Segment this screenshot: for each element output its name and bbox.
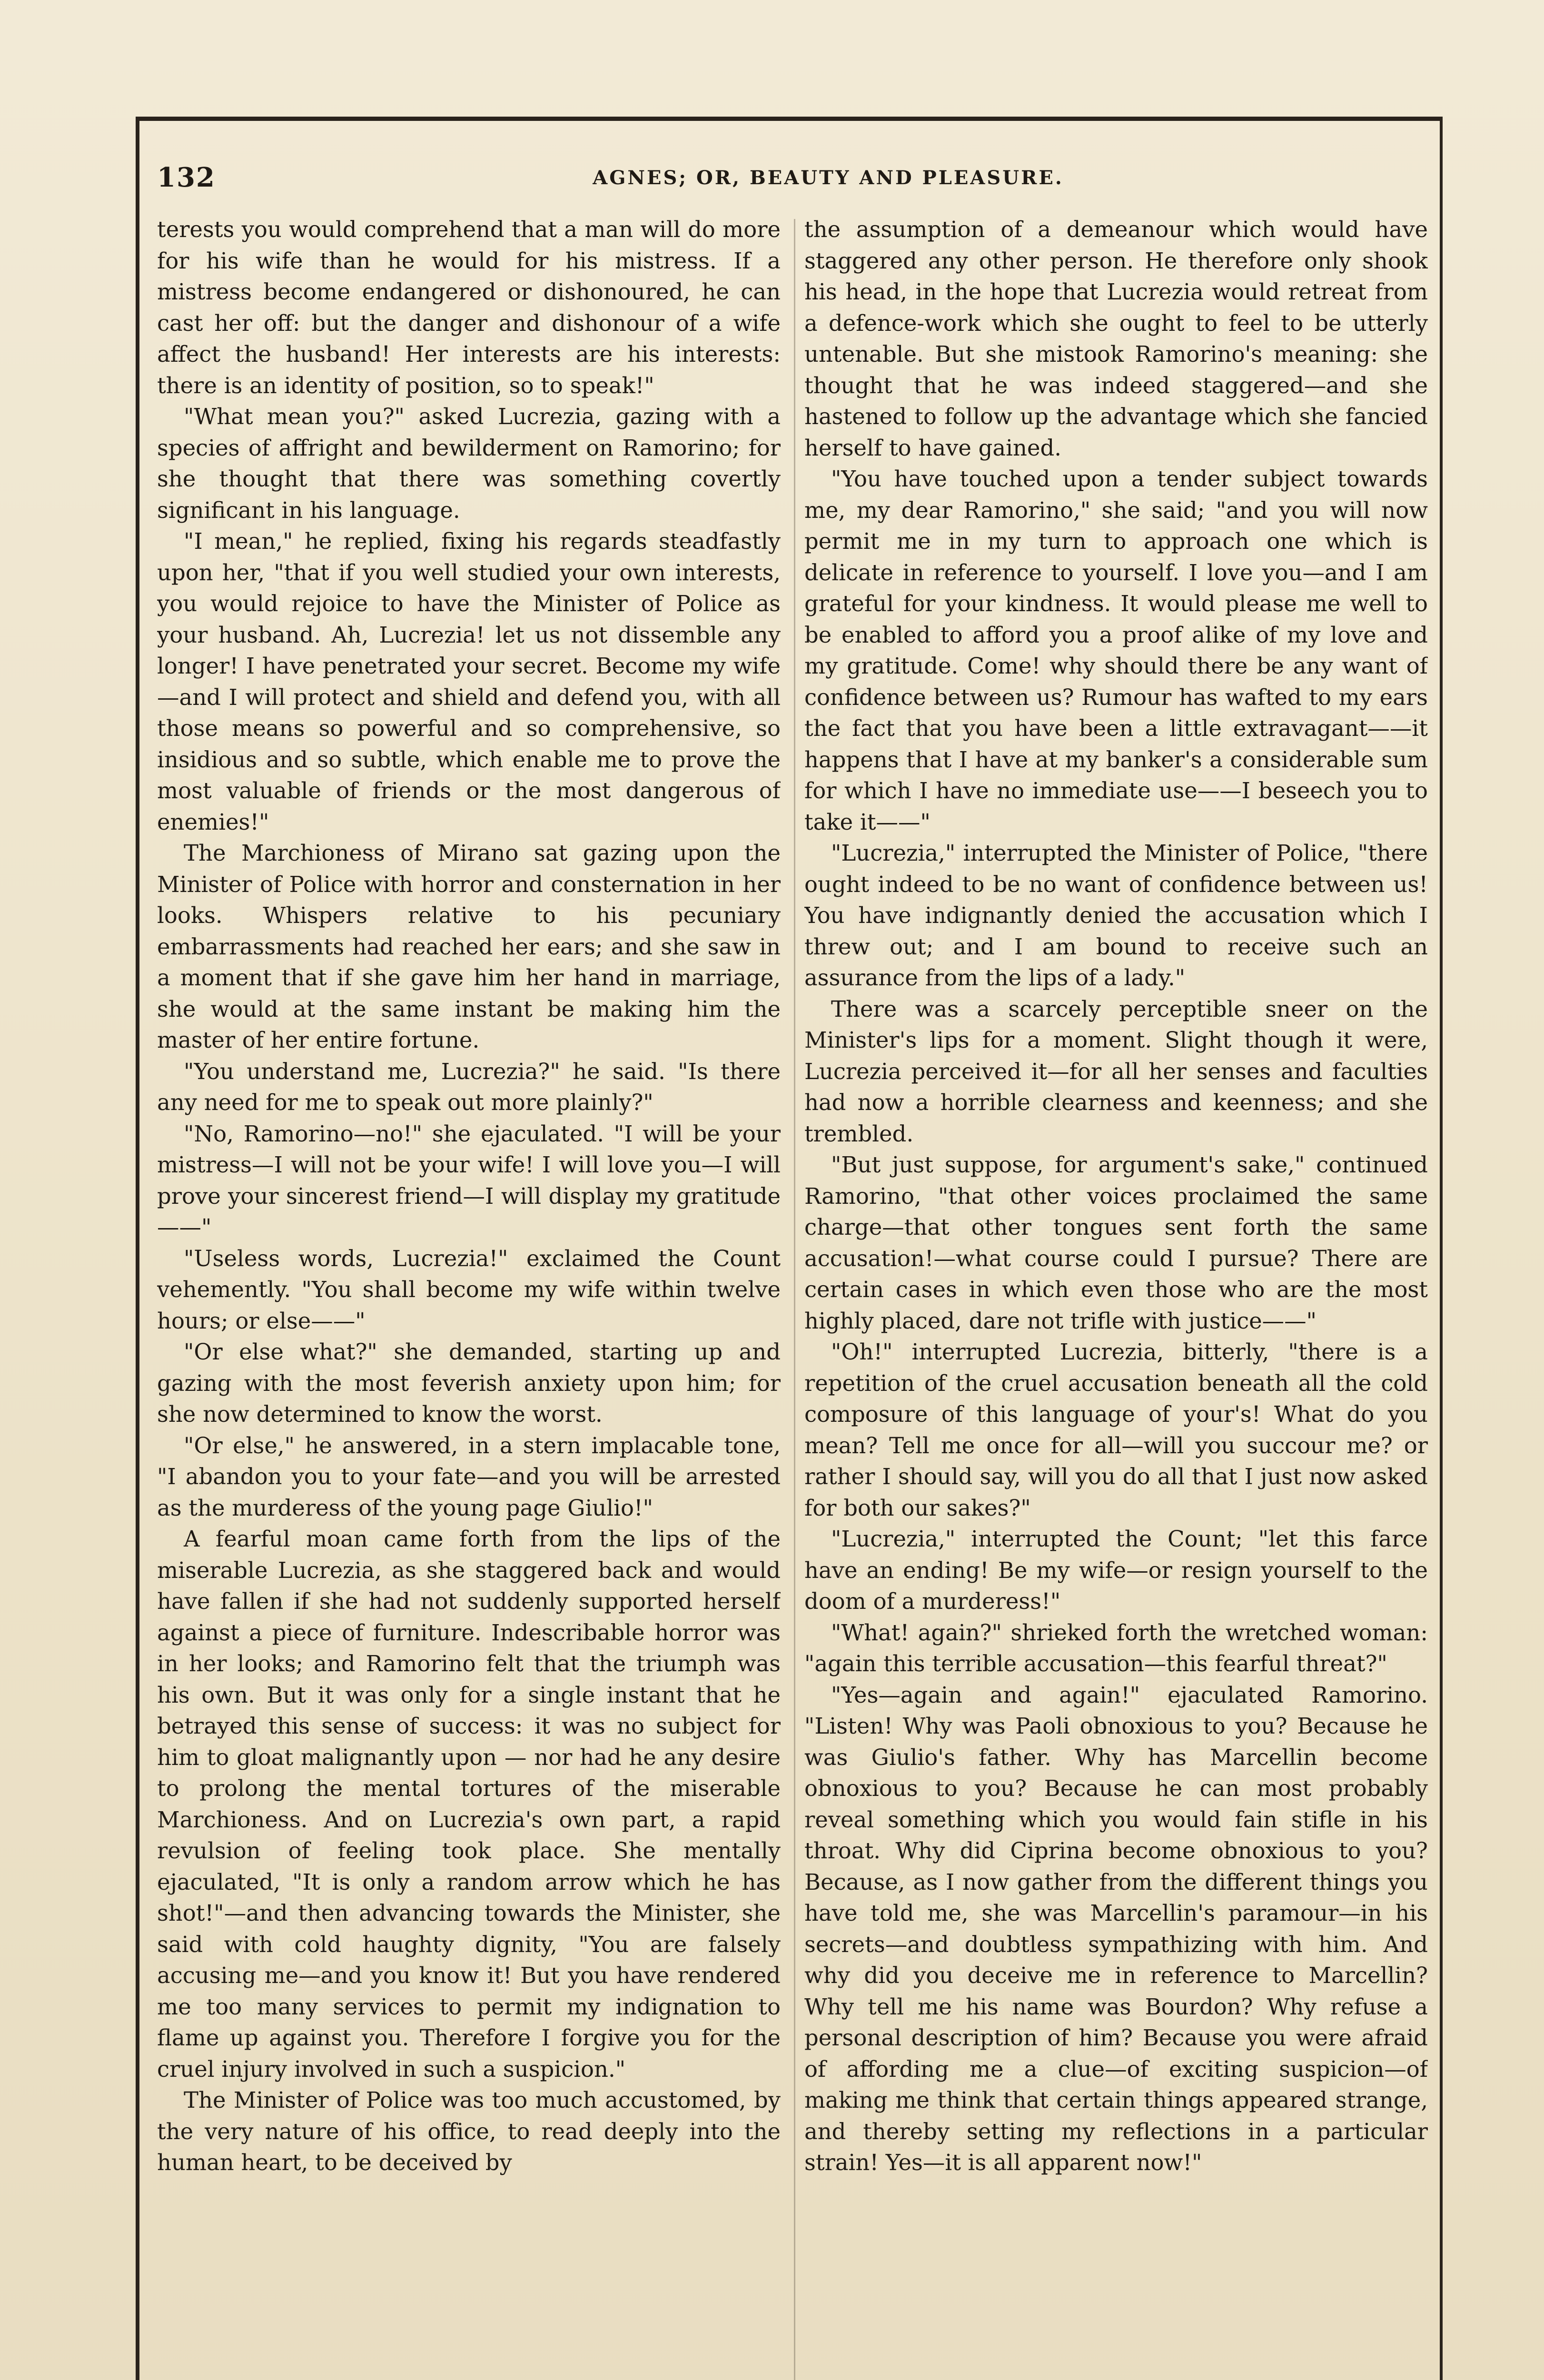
- paragraph: "But just suppose, for argument's sake," continued Ramorino, "that other voices proclaimed the same charge—that other tongues sent forth the same accusation!—what course could I pursue? There are certain cases in which even those who are the most highly placed, dare not trifle with justice——": [804, 1152, 1428, 1334]
- right-border-rule: [1440, 117, 1443, 2380]
- left-border-rule: [136, 117, 139, 2380]
- paragraph: "Useless words, Lucrezia!" exclaimed the Count vehemently. "You shall become my wife within twelve hours; or else——": [157, 1245, 781, 1334]
- paragraph: "Or else what?" she demanded, starting up and gazing with the most feverish anxiety upon him; for she now determined to know the worst.: [157, 1339, 781, 1427]
- paragraph: "Lucrezia," interrupted the Minister of Police, "there ought indeed to be no want of confidence between us! You have indignantly denied the accusation which I threw out; and I am bound to receive such an assurance from the lips of a lady.": [804, 840, 1428, 991]
- paragraph: the assumption of a demeanour which would have staggered any other person. He therefore only shook his head, in the hope that Lucrezia would retreat from a defence-work which she ought to feel to be utterly untenable. But she mistook Ramorino's meaning: she thought that he was indeed staggered—and she hastened to follow up the advantage which she fancied herself to have gained.: [804, 217, 1428, 461]
- paragraph: "I mean," he replied, fixing his regards steadfastly upon her, "that if you well studied your own interests, you would rejoice to have the Minister of Police as your husband. Ah, Lucrezia! let us not dissemble any longer! I have penetrated your secret. Become my wife—and I will protect and shield and defend you, with all those means so powerful and so comprehensive, so insidious and so subtle, which enable me to prove the most valuable of friends or the most dangerous of enemies!": [157, 528, 781, 835]
- paragraph: "Oh!" interrupted Lucrezia, bitterly, "there is a repetition of the cruel accusation beneath all the cold composure of this language of your's! What do you mean? Tell me once for all—will you succour me? or rather I should say, will you do all that I just now asked for both our sakes?": [804, 1339, 1428, 1521]
- paragraph: The Marchioness of Mirano sat gazing upon the Minister of Police with horror and consternation in her looks. Whispers relative to his pecuniary embarrassments had reached her ears; and she saw in a moment that if she gave him her hand in marriage, she would at the same instant be making him the master of her entire fortune.: [157, 840, 781, 1053]
- column-divider: [794, 219, 795, 2380]
- paragraph: "What! again?" shrieked forth the wretched woman: "again this terrible accusation—this fearful threat?": [804, 1619, 1428, 1676]
- running-title: AGNES; OR, BEAUTY AND PLEASURE.: [593, 167, 1064, 189]
- right-text-column: [804, 214, 1428, 2380]
- paragraph: terests you would comprehend that a man will do more for his wife than he would for his mistress. If a mistress become endangered or dishonoured, he can cast her off: but the danger and dishonour of a wife affect the husband! Her interests are his interests: there is an identity of position, so to speak!": [157, 217, 781, 398]
- paragraph: There was a scarcely perceptible sneer on the Minister's lips for a moment. Slight though it were, Lucrezia perceived it—for all her senses and faculties had now a horrible clearness and keenness; and she trembled.: [804, 996, 1428, 1147]
- paragraph: "What mean you?" asked Lucrezia, gazing with a species of affright and bewilderment on Ramorino; for she thought that there was something covertly significant in his language.: [157, 404, 781, 523]
- page-header: [157, 162, 1433, 200]
- paragraph: The Minister of Police was too much accustomed, by the very nature of his office, to read deeply into the human heart, to be deceived by: [157, 2087, 781, 2175]
- left-text-column: [157, 214, 781, 2380]
- paragraph: "Yes—again and again!" ejaculated Ramorino. "Listen! Why was Paoli obnoxious to you? Because he was Giulio's father. Why has Marcellin become obnoxious to you? Because he can most probably reveal something which you would fain stifle in his throat. Why did Ciprina become obnoxious to you? Because, as I now gather from the different things you have told me, she was Marcellin's paramour—in his secrets—and doubtless sympathizing with him. And why did you deceive me in reference to Marcellin? Why tell me his name was Bourdon? Why refuse a personal description of him? Because you were afraid of affording me a clue—of exciting suspicion—of making me think that certain things appeared strange, and thereby setting my reflections in a particular strain! Yes—it is all apparent now!": [804, 1682, 1428, 2175]
- paragraph: "You have touched upon a tender subject towards me, my dear Ramorino," she said; "and you will now permit me in my turn to approach one which is delicate in reference to yourself. I love you—and I am grateful for your kindness. It would please me well to be enabled to afford you a proof alike of my love and my gratitude. Come! why should there be any want of confidence between us? Rumour has wafted to my ears the fact that you have been a little extravagant——it happens that I have at my banker's a considerable sum for which I have no immediate use——I beseech you to take it——": [804, 466, 1428, 835]
- page-number: 132: [157, 162, 216, 193]
- paragraph: "You understand me, Lucrezia?" he said. "Is there any need for me to speak out more plainly?": [157, 1058, 781, 1115]
- top-border-rule: [136, 117, 1442, 121]
- paragraph: "Lucrezia," interrupted the Count; "let this farce have an ending! Be my wife—or resign yourself to the doom of a murderess!": [804, 1526, 1428, 1614]
- paragraph: "No, Ramorino—no!" she ejaculated. "I will be your mistress—I will not be your wife! I will love you—I will prove your sincerest friend—I will display my gratitude——": [157, 1121, 781, 1240]
- paragraph: "Or else," he answered, in a stern implacable tone, "I abandon you to your fate—and you will be arrested as the murderess of the young page Giulio!": [157, 1432, 781, 1521]
- paragraph: A fearful moan came forth from the lips of the miserable Lucrezia, as she staggered back and would have fallen if she had not suddenly supported herself against a piece of furniture. Indescribable horror was in her looks; and Ramorino felt that the triumph was his own. But it was only for a single instant that he betrayed this sense of success: it was no subject for him to gloat malignantly upon — nor had he any desire to prolong the mental tortures of the miserable Marchioness. And on Lucrezia's own part, a rapid revulsion of feeling took place. She mentally ejaculated, "It is only a random arrow which he has shot!"—and then advancing towards the Minister, she said with cold haughty dignity, "You are falsely accusing me—and you know it! But you have rendered me too many services to permit my indignation to flame up against you. Therefore I forgive you for the cruel injury involved in such a suspicion.": [157, 1526, 781, 2082]
